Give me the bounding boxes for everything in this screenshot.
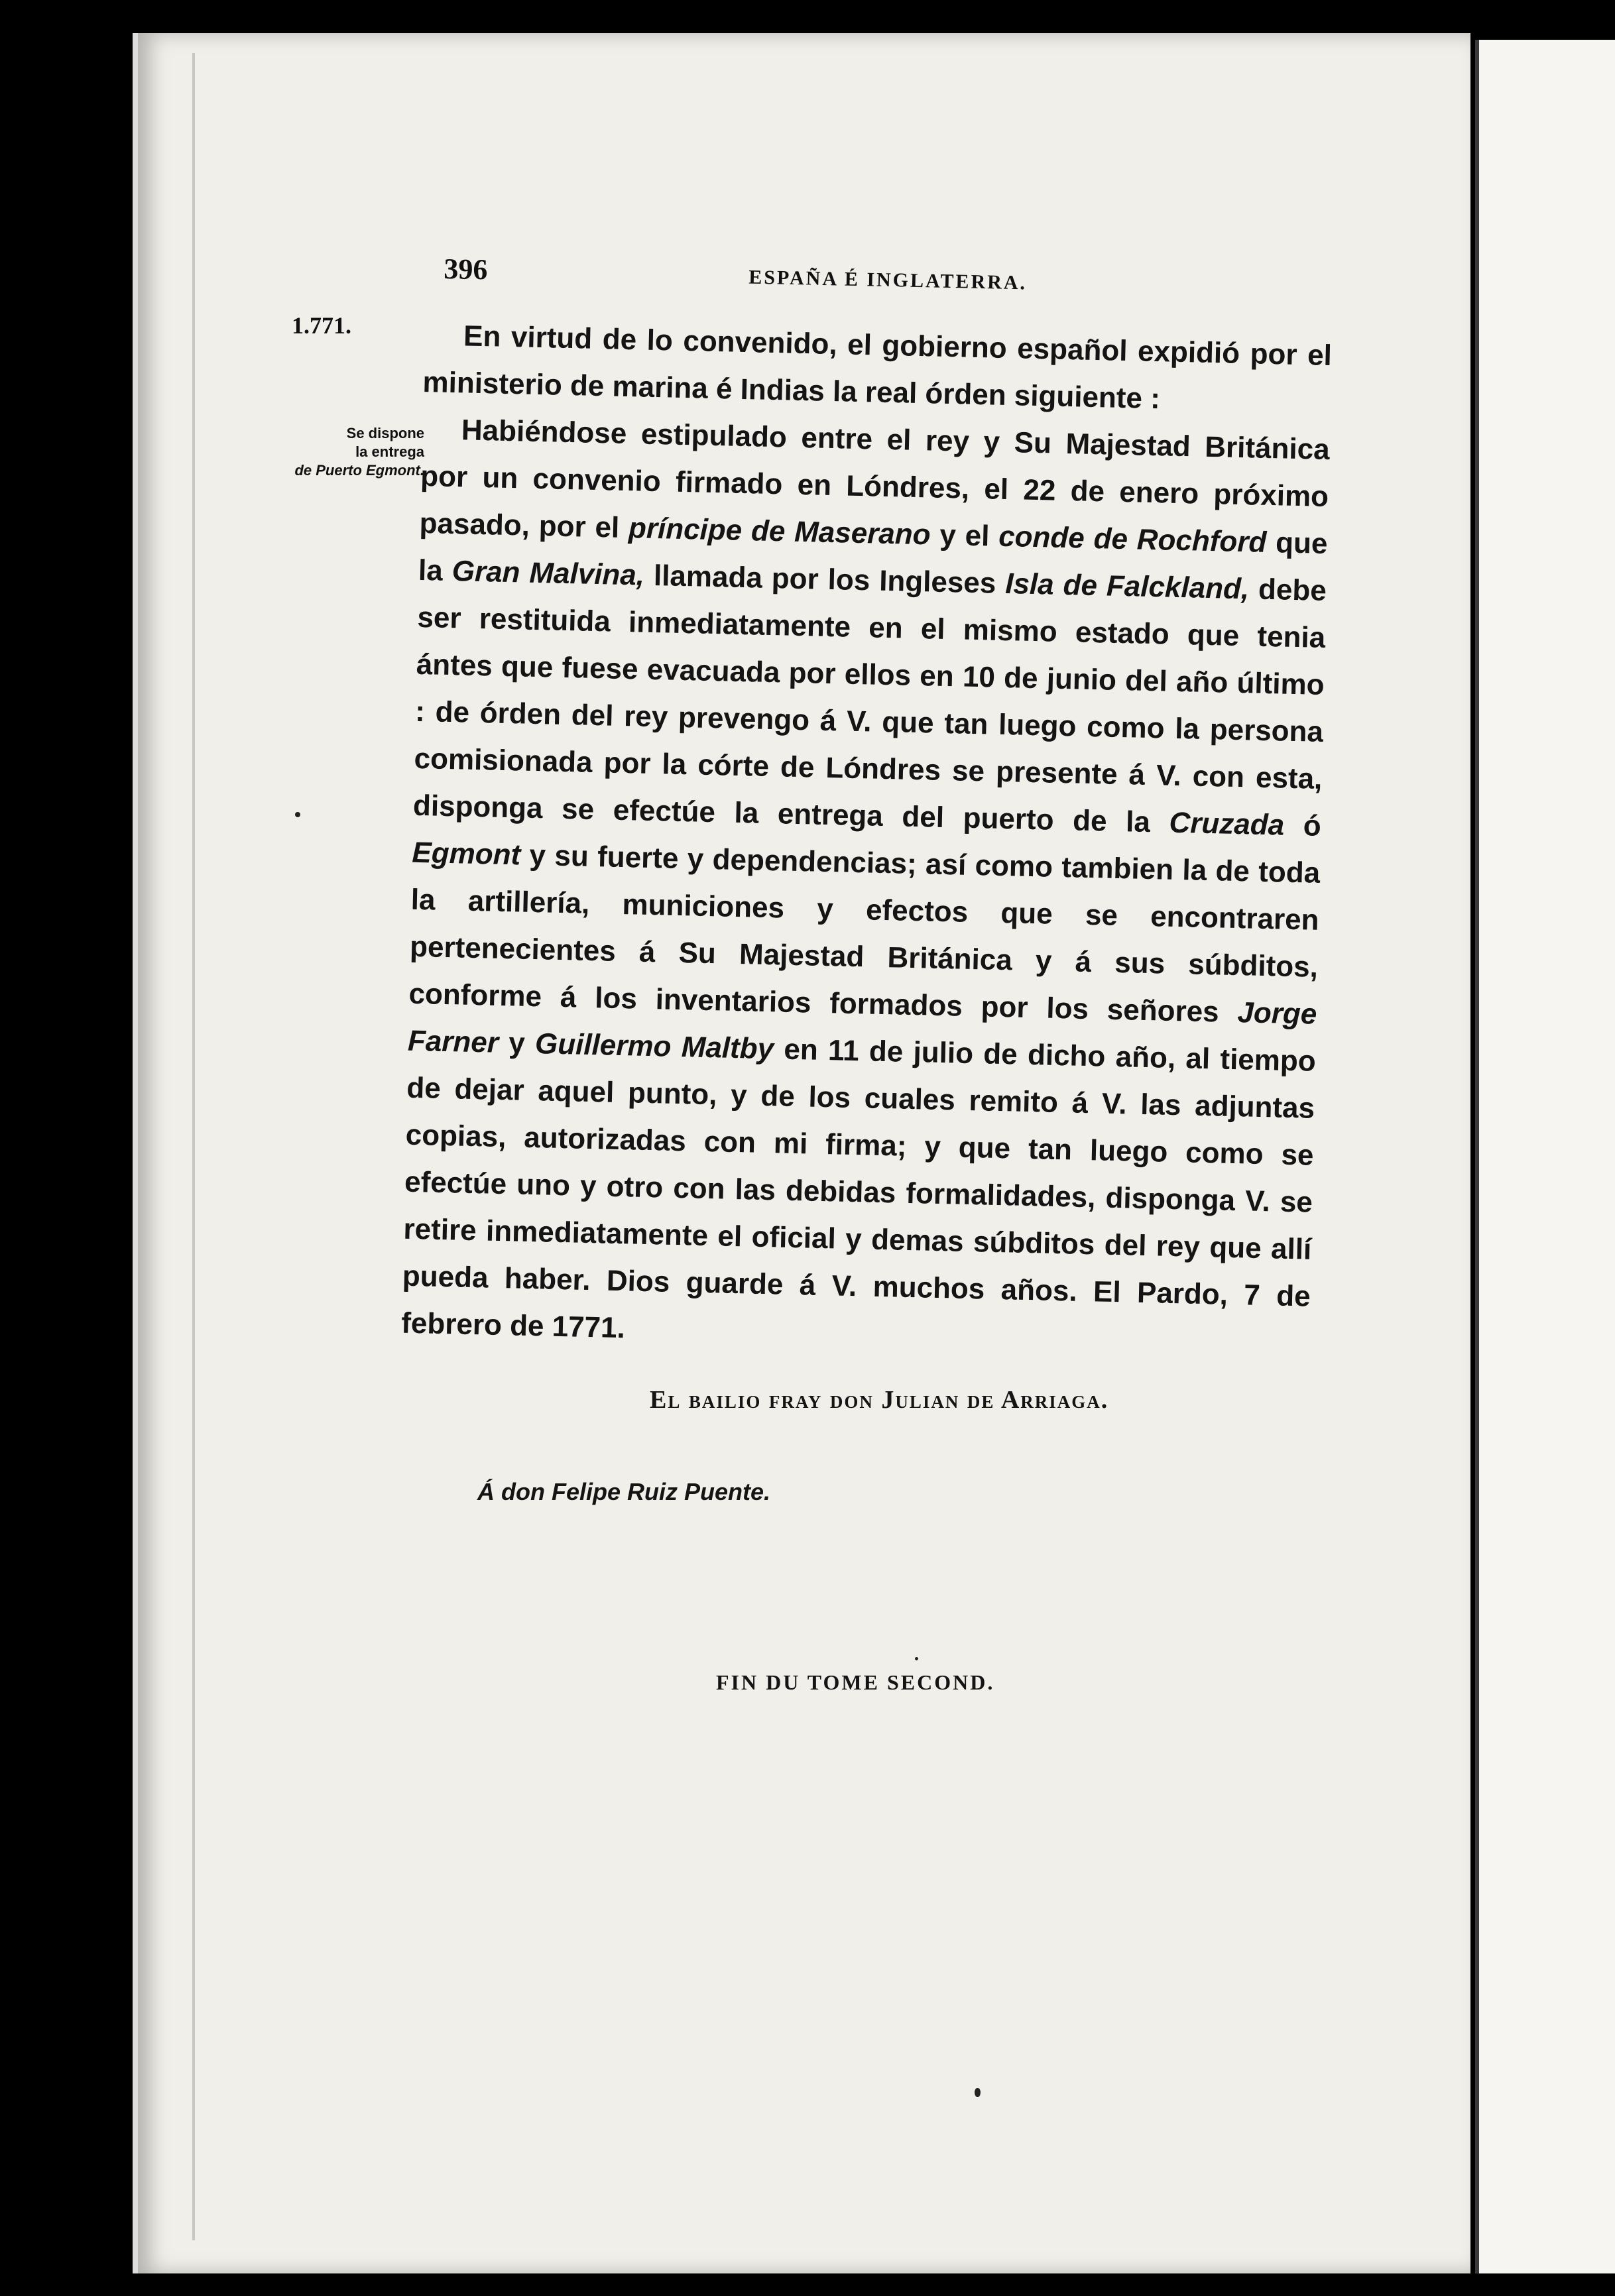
italic-run: Cruzada [1169, 806, 1285, 842]
addressee: Á don Felipe Ruiz Puente. [477, 1478, 771, 1505]
page-number: 396 [443, 252, 488, 286]
italic-run: Jorge Farner [407, 996, 1317, 1059]
italic-run: conde de Rochford [998, 520, 1267, 559]
text-run: llamada por los Ingleses [644, 559, 1006, 600]
text-run: y su fuerte y dependencias; así como tambien la de toda la artillería, municiones y efectos que se encontraren pertenecientes á Su Majestad Británica y á sus súbditos, conforme á los inventarios formados por los señores [408, 838, 1321, 1029]
gutter-line [192, 53, 195, 2240]
italic-run: Egmont [411, 836, 521, 872]
running-head: ESPAÑA É INGLATERRA. [748, 266, 1028, 294]
italic-run: Isla de Falckland, [1004, 567, 1250, 606]
sidenote-line: de Puerto Egmont. [294, 462, 424, 479]
closing-line: FIN DU TOME SECOND. [716, 1670, 995, 1694]
signature: El bailio fray don Julian de Arriaga. [650, 1386, 1109, 1414]
body-text [401, 312, 1333, 1367]
ink-speck [915, 1657, 918, 1660]
margin-year: 1.771. [292, 312, 351, 339]
text-run: Habiéndose estipulado entre el rey y Su Majestad Británica por un convenio firmado en Lóndres, el 22 de enero próximo pasado, por el [419, 414, 1331, 545]
intro-paragraph: En virtud de lo convenido, el gobierno español expidió por el ministerio de marina é Indias la real órden siguiente : [422, 319, 1333, 416]
sidenote-line: la entrega [355, 443, 424, 460]
sidenote-line: Se dispone [346, 425, 424, 441]
text-run: en 11 de julio de dicho año, al tiempo de dejar aquel punto, y de los cuales remito á V. las adjuntas copias, autorizadas con mi firma; y que tan luego como se efectúe uno y otro con las debidas formalidades, disponga V. se retire inmediatamente el oficial y demas súbditos del rey que allí pueda haber. Dios guarde á V. muchos años. El Pardo, 7 de febrero de 1771. [400, 1033, 1317, 1345]
next-page-edge [1475, 40, 1615, 2273]
text-run: ó [1284, 809, 1322, 842]
text-run: y el [930, 518, 999, 553]
ink-speck [975, 2088, 981, 2097]
italic-run: príncipe de Maserano [628, 512, 931, 551]
italic-run: Gran Malvina, [451, 555, 645, 592]
italic-run: Guillermo Maltby [534, 1027, 774, 1066]
ink-speck [295, 812, 300, 817]
text-run: debe ser restituida inmediatamente en el mismo estado que tenia ántes que fuese evacuada por ellos en 10 de junio del año último : de órden del rey prevengo á V. que tan luego como la persona comisionada por la córte de Lóndres se presente á V. con esta, disponga se efectúe la entrega del puerto de la [412, 573, 1327, 839]
text-run: que la [418, 526, 1328, 588]
margin-sidenote [232, 424, 424, 480]
letter-paragraph [401, 406, 1331, 1367]
text-run: y [498, 1026, 536, 1061]
